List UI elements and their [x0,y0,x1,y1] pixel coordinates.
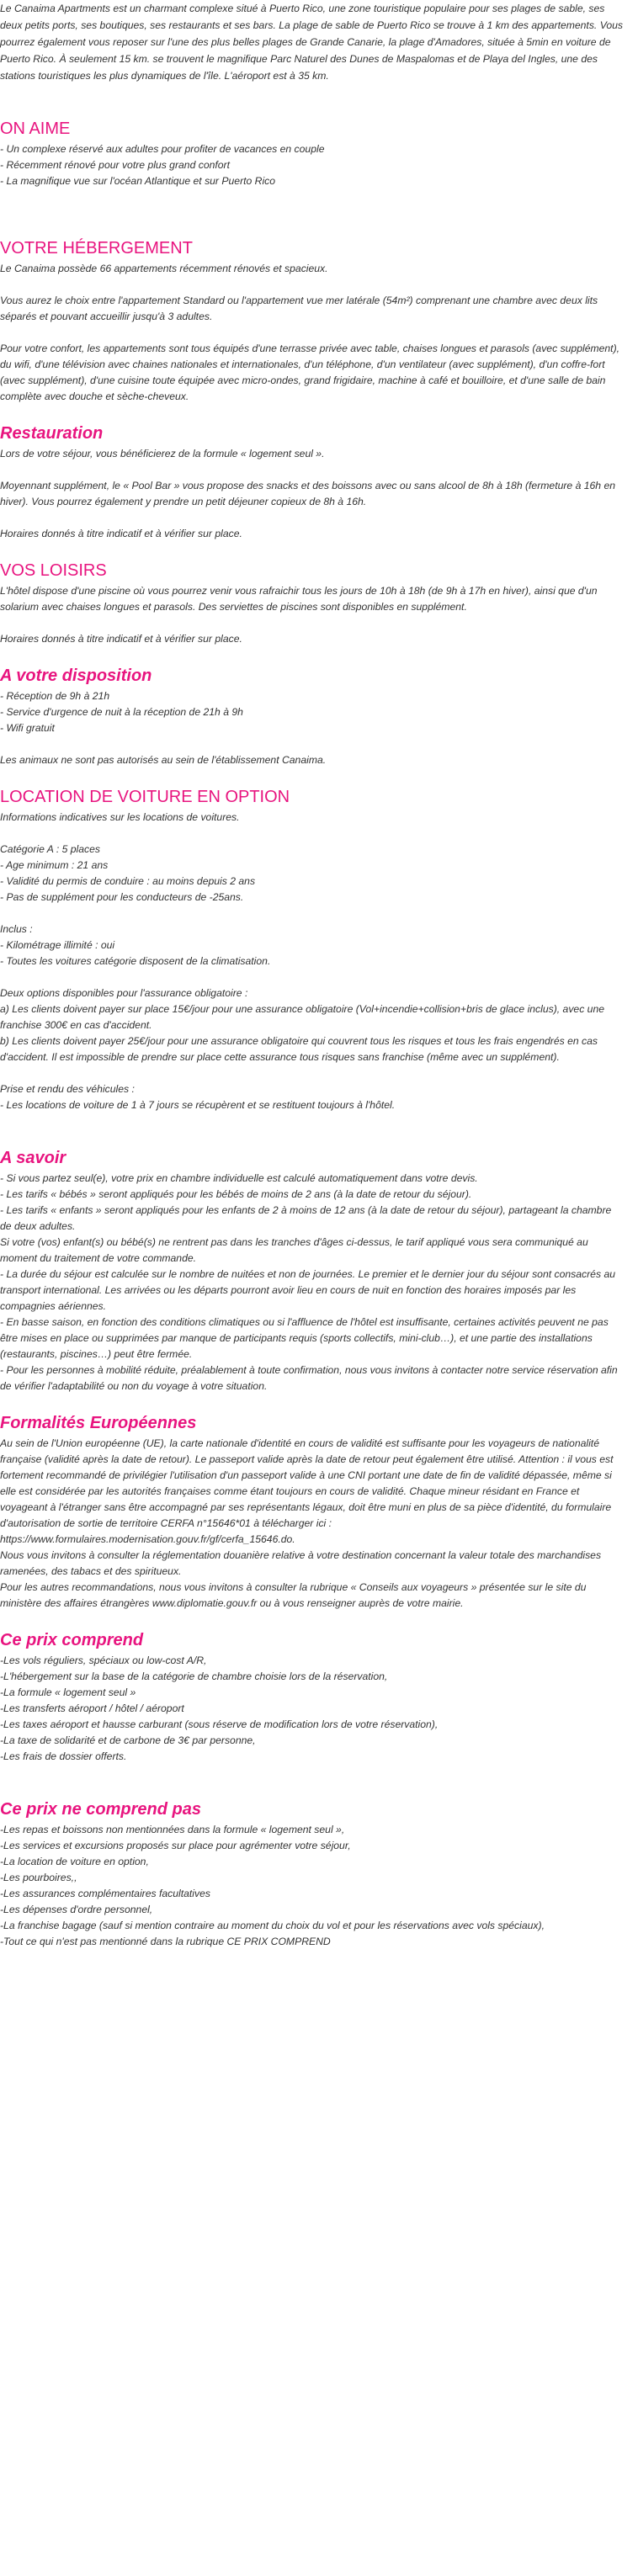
comprend-list [0,1653,625,1765]
hebergement-p3: Pour votre confort, les appartements sont tous équipés d'une terrasse privée avec table, chaises longues et parasols (avec supplément), du wifi, d'une télévision avec chaines nationales et internationales, d'un téléphone, d'un ventilateur (avec supplément), d'un coffre-fort (avec supplément), d'une cuisine toute équipée avec micro-ondes, grand frigidaire, machine à café et bouilloire, et d'une salle de bain complète avec douche et sèche-cheveux. [0,343,620,402]
list-item: -Les transferts aéroport / hôtel / aéroport [0,1702,184,1714]
list-item: -Les dépenses d'ordre personnel, [0,1904,153,1915]
savoir-list [0,1171,625,1394]
hebergement-heading: VOTRE HÉBERGEMENT [0,239,193,258]
list-item: - Kilométrage illimité : oui [0,939,115,951]
loisirs-heading: VOS LOISIRS [0,561,107,580]
list-item: - En basse saison, en fonction des conditions climatiques ou si l'affluence de l'hôtel est insuffisante, certaines activités peuvent ne pas être mises en place ou supprimées par manque de participants requis (sports collectifs, mini-club…), et une partie des installations (restaurants, piscines…) peut être fermée. [0,1316,609,1360]
location-cat-list [0,858,625,906]
list-item: - Age minimum : 21 ans [0,859,109,871]
list-item: Si votre (vos) enfant(s) ou bébé(s) ne rentrent pas dans les tranches d'âges ci-dessus, le tarif appliqué vous sera communiqué au moment du traitement de votre commande. [0,1236,588,1264]
ne-comprend-list [0,1822,625,1950]
on-aime-heading: ON AIME [0,120,71,138]
restauration-p1: Lors de votre séjour, vous bénéficierez de la formule « logement seul ». [0,448,325,459]
list-item: -Les repas et boissons non mentionnées dans la formule « logement seul », [0,1824,345,1835]
list-item: -Les assurances complémentaires facultatives [0,1888,210,1899]
list-item: -Les pourboires,, [0,1872,77,1883]
disposition-note: Les animaux ne sont pas autorisés au sein de l'établissement Canaima. [0,754,327,766]
location-assurance-a: a) Les clients doivent payer sur place 15€/jour pour une assurance obligatoire (Vol+incendie+collision+bris de glace inclus), avec une franchise 300€ en cas d'accident. [0,1003,605,1031]
list-item: -Les services et excursions proposés sur place pour agrémenter votre séjour, [0,1840,351,1851]
disposition-heading: A votre disposition [0,667,152,685]
location-inclus-list [0,937,625,969]
restauration-p2: Moyennant supplément, le « Pool Bar » vous propose des snacks et des boissons avec ou sans alcool de 8h à 18h (fermeture à 16h en hiver). Vous pourrez également y prendre un petit déjeuner copieux de 8h à 16h. [0,480,616,507]
list-item: - La magnifique vue sur l'océan Atlantique et sur Puerto Rico [0,175,276,187]
loisirs-p1: L'hôtel dispose d'une piscine où vous pourrez venir vous rafraichir tous les jours de 10h à 18h (de 9h à 17h en hiver), ainsi que d'un solarium avec chaises longues et parasols. Des serviettes de piscines sont disponibles en supplément. [0,585,598,613]
list-item: - Récemment rénové pour votre plus grand confort [0,159,230,171]
list-item: -Tout ce qui n'est pas mentionné dans la rubrique CE PRIX COMPREND [0,1936,331,1947]
list-item: -Les vols réguliers, spéciaux ou low-cost A/R, [0,1654,207,1666]
location-categorie: Catégorie A : 5 places [0,843,101,855]
list-item: -La formule « logement seul » [0,1686,136,1698]
list-item: - Les tarifs « bébés » seront appliqués pour les bébés de moins de 2 ans (à la date de retour du séjour). [0,1188,472,1200]
list-item: -La taxe de solidarité et de carbone de 3€ par personne, [0,1734,256,1746]
list-item: -Les taxes aéroport et hausse carburant (sous réserve de modification lors de votre réservation), [0,1718,439,1730]
list-item: - Réception de 9h à 21h [0,690,110,702]
formalites-url: https://www.formulaires.modernisation.gouv.fr/gf/cerfa_15646.do. [0,1533,295,1545]
loisirs-p2: Horaires donnés à titre indicatif et à vérifier sur place. [0,633,242,645]
hebergement-p2: Vous aurez le choix entre l'appartement Standard ou l'appartement vue mer latérale (54m²) comprenant une chambre avec deux lits séparés et pouvant accueillir jusqu'à 3 adultes. [0,295,598,322]
list-item: -Les frais de dossier offerts. [0,1750,127,1762]
location-inclus: Inclus : [0,923,33,935]
formalites-heading: Formalités Européennes [0,1414,197,1432]
list-item: - Les tarifs « enfants » seront appliqués pour les enfants de 2 à moins de 12 ans (à la date de retour du séjour), partageant la chambre de deux adultes. [0,1204,612,1232]
list-item: - Service d'urgence de nuit à la réception de 21h à 9h [0,706,243,718]
restauration-p3: Horaires donnés à titre indicatif et à vérifier sur place. [0,528,242,539]
formalites-p1: Au sein de l'Union européenne (UE), la carte nationale d'identité en cours de validité est suffisante pour les voyageurs de nationalité française (validité après la date de retour). Le passeport valide après la date de retour peut également être utilisé. Attention : il vous est fortement recommandé de privilégier l'utilisation d'un passeport valide à une CNI portant une date de fin de validité dépassée, même si elle est considérée par les autorités françaises comme étant toujours en cours de validité. Chaque mineur résidant en France et voyageant à l'étranger sans être accompagné par ses représentants légaux, doit être muni en plus de sa pièce d'identité, du formulaire d'autorisation de sortie de territoire CERFA n°15646*01 à télécharger ici : [0,1437,614,1529]
formalites-p2: Nous vous invitons à consulter la réglementation douanière relative à votre destination concernant la valeur totale des marchandises ramenées, des tabacs et des spiritueux. [0,1549,602,1577]
list-item: - Pour les personnes à mobilité réduite, préalablement à toute confirmation, nous vous invitons à contacter notre service réservation afin de vérifier l'adaptabilité ou non du voyage à votre situation. [0,1364,618,1392]
list-item: - Un complexe réservé aux adultes pour profiter de vacances en couple [0,143,325,155]
comprend-heading: Ce prix comprend [0,1631,144,1649]
on-aime-list [0,141,625,189]
list-item: - Toutes les voitures catégorie disposent de la climatisation. [0,955,271,967]
list-item: - Si vous partez seul(e), votre prix en chambre individuelle est calculé automatiquement dans votre devis. [0,1172,478,1184]
savoir-heading: A savoir [0,1149,66,1167]
list-item: - Wifi gratuit [0,722,55,734]
formalites-p3: Pour les autres recommandations, nous vous invitons à consulter la rubrique « Conseils aux voyageurs » présentée sur le site du ministère des affaires étrangères www.diplomatie.gouv.fr ou à vous renseigner auprès de votre mairie. [0,1581,587,1609]
location-prise-title: Prise et rendu des véhicules : [0,1083,135,1095]
intro-paragraph: Le Canaima Apartments est un charmant complexe situé à Puerto Rico, une zone touristique populaire pour ses plages de sable, ses deux petits ports, ses boutiques, ses restaurants et ses bars. La plage de sable de Puerto Rico se trouve à 1 km des appartements. Vous pourrez également vous reposer sur l'une des plus belles plages de Grande Canarie, la plage d'Amadores, située à 5min en voiture de Puerto Rico. À seulement 15 km. se trouvent le magnifique Parc Naturel des Dunes de Maspalomas et de Playa del Ingles, une des stations touristiques les plus dynamiques de l'île. L'aéroport est à 35 km. [0,3,624,82]
list-item: -L'hébergement sur la base de la catégorie de chambre choisie lors de la réservation, [0,1670,388,1682]
location-heading: LOCATION DE VOITURE EN OPTION [0,788,290,806]
list-item: - La durée du séjour est calculée sur le nombre de nuitées et non de journées. Le premier et le dernier jour du séjour sont consacrés au transport international. Les arrivées ou les départs pourront avoir lieu en cours de nuit en fonction des horaires imposés par les compagnies aériennes. [0,1268,616,1312]
restauration-heading: Restauration [0,424,104,443]
list-item: -La location de voiture en option, [0,1856,149,1867]
list-item: - Validité du permis de conduire : au moins depuis 2 ans [0,875,256,887]
location-assurance-b: b) Les clients doivent payer 25€/jour pour une assurance obligatoire qui couvrent tous les risques et tous les frais engendrés en cas d'accident. Il est impossible de prendre sur place cette assurance tous risques sans franchise (même avec un supplément). [0,1035,598,1063]
disposition-list [0,688,625,736]
hebergement-p1: Le Canaima possède 66 appartements récemment rénovés et spacieux. [0,263,328,274]
location-p1: Informations indicatives sur les locations de voitures. [0,811,240,823]
location-prise-text: - Les locations de voiture de 1 à 7 jours se récupèrent et se restituent toujours à l'hôtel. [0,1099,396,1111]
location-assurance-intro: Deux options disponibles pour l'assurance obligatoire : [0,987,248,999]
list-item: - Pas de supplément pour les conducteurs de -25ans. [0,891,244,903]
ne-comprend-heading: Ce prix ne comprend pas [0,1800,201,1819]
list-item: -La franchise bagage (sauf si mention contraire au moment du choix du vol et pour les réservations avec vols spéciaux), [0,1920,545,1931]
